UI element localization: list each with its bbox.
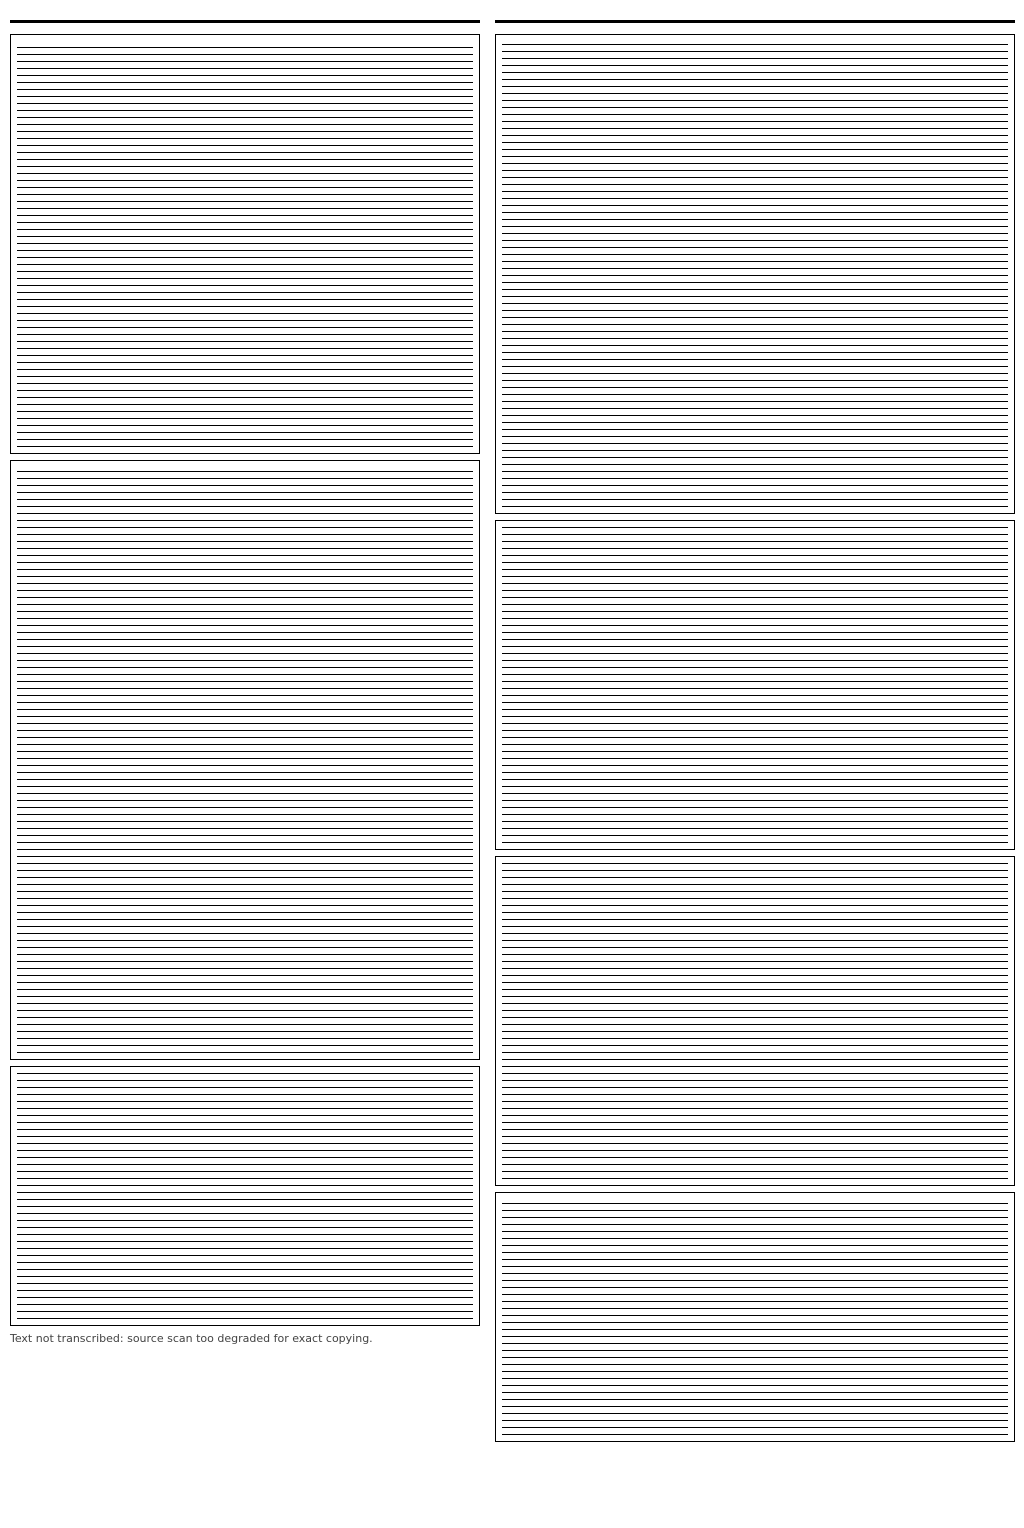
text-placeholder [17, 1073, 473, 1319]
right-column [495, 28, 1015, 1508]
top-rule-left [10, 20, 480, 23]
article-block-4 [495, 520, 1015, 850]
article-block-2 [10, 460, 480, 1060]
ad-block-2 [495, 1192, 1015, 1442]
ad-block [10, 1066, 480, 1326]
text-placeholder [502, 863, 1008, 1179]
text-placeholder [502, 1199, 1008, 1435]
article-block-5 [495, 856, 1015, 1186]
top-rule-right [495, 20, 1015, 23]
text-placeholder [502, 527, 1008, 843]
article-block-3 [495, 34, 1015, 514]
text-placeholder [17, 41, 473, 447]
text-placeholder [502, 41, 1008, 507]
article-block-1 [10, 34, 480, 454]
left-column [10, 28, 480, 1508]
text-placeholder [17, 467, 473, 1053]
notice-text: Text not transcribed: source scan too degraded for exact copying. [10, 1332, 373, 1345]
